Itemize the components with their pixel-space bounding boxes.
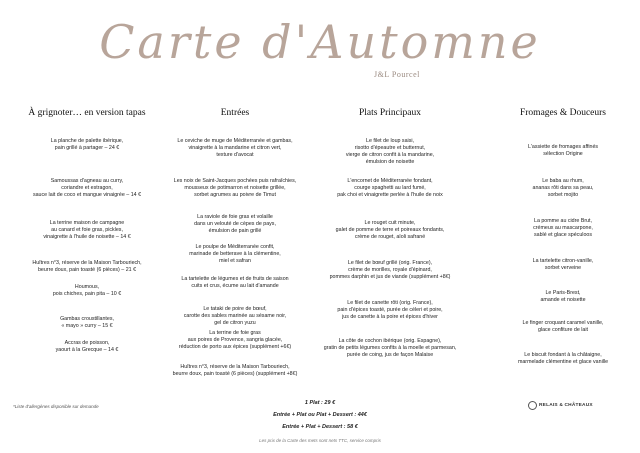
menu-item-line: courge spaghetti au lard fumé, bbox=[354, 185, 426, 191]
menu-item-line: La planche de palette ibérique, bbox=[50, 138, 124, 144]
menu-item-line: L'assiette de fromages affinés bbox=[527, 144, 599, 150]
menu-item bbox=[160, 330, 310, 351]
menu-item-line: coriandre et estragon, bbox=[61, 185, 113, 191]
menu-item-line: Huîtres n°3, réserve de la Maison Tarbouriech, bbox=[180, 364, 290, 370]
menu-item bbox=[160, 214, 310, 235]
menu-item-line: Le baba au rhum, bbox=[542, 178, 584, 184]
menu-item-line: « mayo » curry – 15 € bbox=[61, 323, 113, 329]
menu-item-line: vinaigrette à l'huile de noisette – 14 € bbox=[43, 234, 131, 240]
menu-item bbox=[160, 364, 310, 378]
price-line: 1 Plat : 29 € bbox=[304, 400, 336, 406]
menu-item-line: marinade de betterave à la clémentine, bbox=[189, 251, 281, 257]
logo-text: RELAIS & CHÂTEAUX bbox=[539, 403, 593, 408]
menu-item-line: cuits et crus, écume au lait d'amande bbox=[191, 283, 279, 289]
menu-item-line: Les noix de Saint-Jacques pochées puis rafraîchies, bbox=[173, 178, 297, 184]
menu-item-line: La pomme au cidre Brut, bbox=[534, 218, 592, 224]
menu-subtitle: J&L Pourcel bbox=[374, 70, 420, 79]
column-heading: Entrées bbox=[220, 108, 250, 118]
menu-item-line: crème de morilles, royale d'épinard, bbox=[348, 267, 432, 273]
menu-item-line: pois chiches, pain pita – 10 € bbox=[52, 291, 122, 297]
menu-item bbox=[315, 260, 465, 281]
menu-item-line: Gambas croustillantes, bbox=[60, 316, 114, 322]
menu-item bbox=[12, 178, 162, 199]
menu-item-line: Accras de poisson, bbox=[64, 340, 110, 346]
menu-item-line: Samoussas d'agneau au curry, bbox=[50, 178, 124, 184]
menu-item-line: Le filet de loup saisi, bbox=[366, 138, 414, 144]
menu-item-line: La tartelette citron-vanille, bbox=[532, 258, 594, 264]
menu-item-line: La tartelette de légumes et de fruits de saison bbox=[181, 276, 289, 282]
menu-item-line: crémeux au mascarpone, bbox=[533, 225, 593, 231]
menu-item-line: sorbet verveine bbox=[544, 265, 582, 271]
menu-item-line: aux poires de Provence, sangria glacée, bbox=[187, 337, 283, 343]
column-entrees bbox=[160, 108, 310, 377]
menu-item-line: Le poulpe de Méditerranée confit, bbox=[195, 244, 275, 250]
menu-item bbox=[160, 276, 310, 290]
menu-item bbox=[315, 178, 465, 199]
menu-item-line: émulsion de noisette bbox=[365, 159, 415, 165]
menu-item-line: amande et noisette bbox=[540, 297, 586, 303]
menu-item bbox=[315, 338, 465, 359]
column-heading: À grignoter… en version tapas bbox=[28, 108, 146, 118]
menu-item bbox=[315, 220, 465, 241]
menu-item-line: sablé et glace spéculoos bbox=[533, 232, 592, 238]
menu-item-line: purée de coing, jus de façon Malaise bbox=[346, 352, 434, 358]
menu-item bbox=[488, 178, 638, 199]
menu-item-line: marmelade clémentine et glace vanille bbox=[517, 359, 609, 365]
menu-item-line: pain grillé à partager – 24 € bbox=[54, 145, 120, 151]
menu-item bbox=[12, 220, 162, 241]
menu-item-line: ananas rôti dans sa peau, bbox=[532, 185, 594, 191]
menu-item bbox=[488, 258, 638, 272]
menu-item-line: sélection Origine bbox=[543, 151, 583, 157]
price-line: Entrée + Plat ou Plat + Dessert : 44€ bbox=[273, 412, 367, 418]
menu-item-line: Le filet de bœuf grillé (orig. France), bbox=[347, 260, 433, 266]
allergen-footnote: *Liste d'allergènes disponible sur demande bbox=[13, 404, 99, 409]
menu-item-line: vinaigrette à la mandarine et citron vert, bbox=[188, 145, 282, 151]
menu-item-line: gel de citron yuzu bbox=[214, 320, 256, 326]
menu-item-line: émulsion de pain grillé bbox=[208, 228, 262, 234]
menu-item bbox=[488, 144, 638, 158]
column-tapas bbox=[12, 108, 162, 353]
menu-item bbox=[12, 138, 162, 152]
menu-item-line: pain d'épices toasté, purée de céleri et poire, bbox=[337, 307, 443, 313]
menu-item-line: Le rouget cuit minute, bbox=[364, 220, 416, 226]
relais-chateaux-logo bbox=[528, 401, 593, 410]
menu-item-line: jus de canette à la poire et épices d'hiver bbox=[342, 314, 438, 320]
menu-item-line: sorbet mojito bbox=[547, 192, 579, 198]
menu-item-line: beurre doux, pain toasté (6 pièces) – 21 € bbox=[37, 267, 137, 273]
menu-item bbox=[315, 138, 465, 166]
menu-item bbox=[488, 320, 638, 334]
menu-item-line: sorbet agrumes au poivre de Timut bbox=[194, 192, 276, 198]
menu-item-line: crème de rouget, aïoli safrané bbox=[354, 234, 426, 240]
menu-item bbox=[12, 260, 162, 274]
column-heading: Fromages & Douceurs bbox=[519, 108, 606, 118]
column-plats bbox=[315, 108, 465, 358]
menu-item bbox=[12, 340, 162, 354]
menu-item bbox=[12, 316, 162, 330]
menu-item-line: galet de pomme de terre et poireaux fondants, bbox=[335, 227, 445, 233]
menu-item-line: dans un velouté de cèpes de pays, bbox=[194, 221, 276, 227]
menu-item-line: pak choi et vinaigrette perlée à l'huile de noix bbox=[337, 192, 443, 198]
menu-item-line: Huîtres n°3, réserve de la Maison Tarbouriech, bbox=[32, 260, 142, 266]
menu-item-line: vierge de citron confit à la mandarine, bbox=[345, 152, 435, 158]
price-line: Entrée + Plat + Dessert : 58 € bbox=[282, 424, 358, 430]
menu-item-line: La terrine maison de campagne bbox=[49, 220, 125, 226]
menu-item-line: Le Paris-Brest, bbox=[545, 290, 581, 296]
menu-item-line: réduction de porto aux épices (supplément +6€) bbox=[178, 344, 292, 350]
menu-item-line: La raviole de foie gras et volaille bbox=[197, 214, 273, 220]
menu-item bbox=[160, 178, 310, 199]
menu-item bbox=[488, 218, 638, 239]
menu-item-line: gratin de petits légumes confits à la moelle et parmesan, bbox=[323, 345, 457, 351]
column-desserts bbox=[488, 108, 638, 365]
menu-item-line: Le tataki de poire de bœuf, bbox=[203, 306, 267, 312]
menu-item bbox=[160, 306, 310, 327]
menu-item bbox=[160, 138, 310, 159]
menu-item-line: carotte des sables marinée au sésame noir, bbox=[183, 313, 287, 319]
menu-item bbox=[488, 352, 638, 366]
column-heading: Plats Principaux bbox=[358, 108, 421, 118]
legal-notice: Les prix de la Carte des mets sont nets TTC, service compris bbox=[259, 438, 381, 443]
menu-item-line: Le biscuit fondant à la châtaigne, bbox=[524, 352, 602, 358]
menu-item-line: Le filet de canette rôti (orig. France), bbox=[347, 300, 433, 306]
menu-item-line: mousseux de potimarron et noisette grillée, bbox=[184, 185, 286, 191]
menu-item-line: Houmous, bbox=[74, 284, 100, 290]
menu-item-line: La côte de cochon ibérique (orig. Espagne), bbox=[338, 338, 442, 344]
menu-item-line: texture d'avocat bbox=[216, 152, 254, 158]
menu-item-line: Le ceviche de muge de Méditerranée et gambas, bbox=[177, 138, 293, 144]
menu-item-line: risotto d'épeautre et butternut, bbox=[354, 145, 426, 151]
menu-title: Carte d'Automne bbox=[99, 15, 541, 69]
menu-item-line: La terrine de foie gras bbox=[209, 330, 261, 336]
menu-item-line: yaourt à la Grecque – 14 € bbox=[55, 347, 119, 353]
menu-item-line: miel et safran bbox=[219, 258, 251, 264]
menu-item bbox=[160, 244, 310, 265]
menu-item bbox=[12, 284, 162, 298]
menu-item bbox=[315, 300, 465, 321]
menu-item-line: au canard et foie gras, pickles, bbox=[51, 227, 123, 233]
menu-item-line: beurre doux, pain toasté (6 pièces) (supplément +8€) bbox=[172, 371, 298, 377]
menu-item bbox=[488, 290, 638, 304]
menu-item-line: sauce lait de coco et mangue vinaigrée – 14 € bbox=[32, 192, 142, 198]
menu-item-line: pommes darphin et jus de viande (supplément +8€) bbox=[329, 274, 451, 280]
menu-item-line: Le finger croquant caramel vanille, bbox=[522, 320, 604, 326]
crest-icon bbox=[528, 401, 537, 410]
menu-item-line: L'encornet de Méditerranée fondant, bbox=[347, 178, 433, 184]
menu-item-line: glace confiture de lait bbox=[537, 327, 589, 333]
